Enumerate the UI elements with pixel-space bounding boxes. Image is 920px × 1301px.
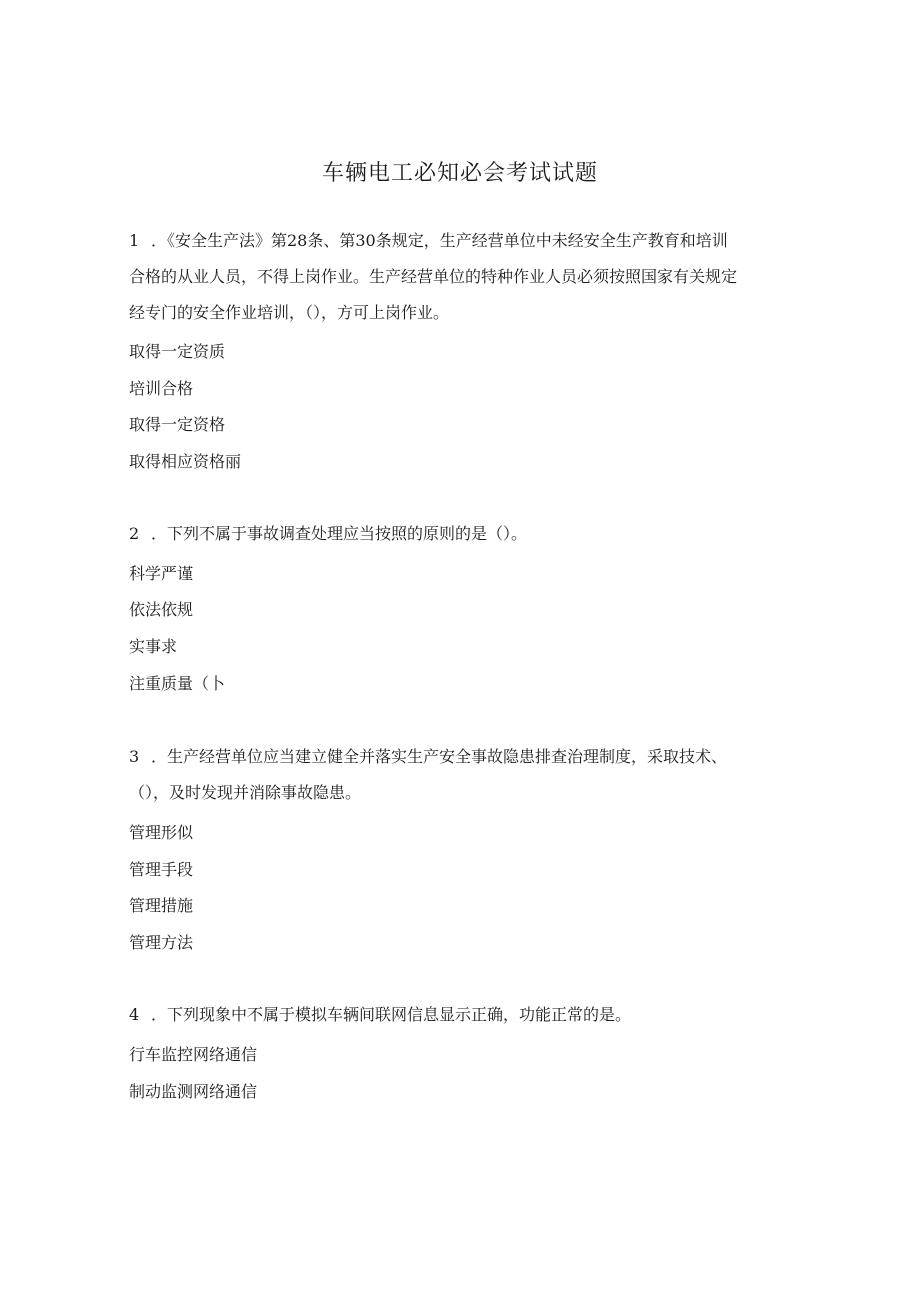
question-3-option-3: 管理措施 <box>129 896 194 915</box>
question-3-option-1: 管理形似 <box>129 823 194 842</box>
question-3-stem <box>129 739 789 811</box>
question-3-line-2: （），及时发现并消除事故隐患。 <box>129 783 362 802</box>
question-2-option-2: 依法依规 <box>129 600 194 619</box>
question-3-number: 3 <box>129 747 140 766</box>
question-4-option-2: 制动监测网络通信 <box>129 1082 258 1101</box>
question-3-line-1: 3 ．生产经营单位应当建立健全并落实生产安全事故隐患排查治理制度，采取技术、 <box>129 739 789 775</box>
question-2-option-3: 实事求 <box>129 637 178 656</box>
question-1-option-4: 取得相应资格丽 <box>129 452 242 471</box>
document-title: 车辆电工必知必会考试试题 <box>321 161 598 186</box>
question-1-option-2: 培训合格 <box>129 379 194 398</box>
question-3-option-2: 管理手段 <box>129 860 194 879</box>
question-4-number: 4 <box>129 1005 140 1024</box>
question-2-option-1: 科学严谨 <box>129 564 194 583</box>
question-4-option-1: 行车监控网络通信 <box>129 1045 258 1064</box>
question-1-option-1: 取得一定资质 <box>129 342 226 361</box>
question-4-stem <box>129 997 789 1033</box>
question-4-line-1: 4 ．下列现象中不属于模拟车辆间联网信息显示正确，功能正常的是。 <box>129 997 789 1033</box>
question-2-option-4: 注重质量（卜 <box>129 674 226 693</box>
question-1-option-3: 取得一定资格 <box>129 415 226 434</box>
question-1-line-1: 1 ．《安全生产法》第28条、第30条规定，生产经营单位中未经安全生产教育和培训 <box>129 223 789 259</box>
question-1-stem <box>129 223 789 331</box>
question-1-number: 1 <box>129 231 140 250</box>
question-3-option-4: 管理方法 <box>129 933 194 952</box>
question-2-number: 2 <box>129 524 140 543</box>
question-1-line-2: 合格的从业人员，不得上岗作业。生产经营单位的特种作业人员必须按照国家有关规定 <box>129 267 738 286</box>
question-2-line-1: 2 ．下列不属于事故调查处理应当按照的原则的是（）。 <box>129 516 789 552</box>
question-2-stem <box>129 516 789 552</box>
question-1-line-3: 经专门的安全作业培训，（），方可上岗作业。 <box>129 303 450 322</box>
